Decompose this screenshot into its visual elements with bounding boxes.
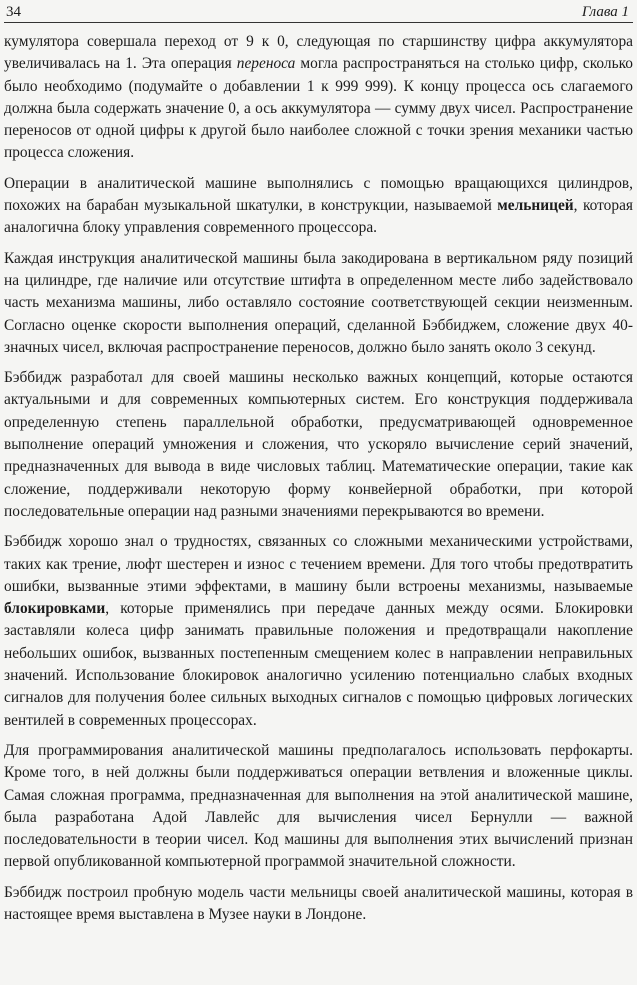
paragraph-concepts: Бэббидж разработал для своей машины несколько важных концепций, которые остаются актуальными и для современных компьютерных систем. Его конструкция поддерживала определенную степень параллельной обработки, предусматривающей одновременное выполнение операций умножения и сложения, что ускоряло вычисление серий значений, предназначенных для вывода в виде числовых таблиц. Математические операции, такие как сложение, поддерживали некоторую форму конвейерной обработки, при которой последовательные операции над разными значениями перекрываются во времени.	[4, 369, 633, 520]
paragraph-trial-model: Бэббидж построил пробную модель части мельницы своей аналитической машины, которая в настоящее время выставлена в Музее науки в Лондоне.	[4, 883, 633, 923]
body-text	[4, 23, 633, 926]
term-mill: мельницей	[497, 197, 574, 215]
paragraph-carry-propagation: кумулятора совершала переход от 9 к 0, следующая по старшинству цифра аккумулятора увеличивалась на 1. Эта операция переноса могла распространяться на столько цифр, сколько было необходимо (подумайте о добавлении 1 к 999 999). К концу процесса ось слагаемого должна была содержать значение 0, а ось аккумулятора — сумму двух чисел. Распространение переносов от одной цифры к другой было наиболее сложной с точки зрения механики частью процесса сложения.	[4, 33, 633, 162]
running-header	[4, 0, 633, 23]
paragraph-instructions: Каждая инструкция аналитической машины была закодирована в вертикальном ряду позиций на цилиндре, где наличие или отсутствие штифта в определенном месте либо задействовало часть механизма машины, либо оставляло состояние соответствующей секции неизменным. Согласно оценке скорости выполнения операций, сделанной Бэббиджем, сложение двух 40-значных чисел, включая распространение переносов, должно было занять около 3 секунд.	[4, 249, 633, 356]
paragraph-programming: Для программирования аналитической машины предполагалось использовать перфокарты. Кроме того, в ней должны были поддерживаться операции ветвления и вложенные циклы. Самая сложная программа, предназначенная для выполнения на этой аналитической машине, была разработана Адой Лавлейс для вычисления чисел Бернулли — важной последовательности в теории чисел. Код машины для выполнения этих вычислений признан первой опубликованной компьютерной программой значительной сложности.	[4, 741, 633, 871]
term-interlocks: блокировками	[4, 600, 106, 618]
paragraph-interlocks: Бэббидж хорошо знал о трудностях, связанных со сложными механическими устройствами, таких как трение, люфт шестерен и износ с течением времени. Для того чтобы предотвратить ошибки, вызванные этими эффектами, в машину были встроены механизмы, называемые блокировками, которые применялись при передаче данных между осями. Блокировки заставляли колеса цифр занимать правильные положения и предотвращали накопление небольших ошибок, вызванных постепенным смещением колес в направлении неправильных значений. Использование блокировок аналогично усилению потенциально слабых входных сигналов для получения более сильных выходных сигналов с помощью цифровых логических вентилей в современных процессорах.	[4, 533, 633, 729]
paragraph-mill: Операции в аналитической машине выполнялись с помощью вращающихся цилиндров, похожих на барабан музыкальной шкатулки, в конструкции, называемой мельницей, которая аналогична блоку управления современного процессора.	[4, 174, 633, 237]
term-carry: переноса	[236, 55, 296, 73]
page-number: 34	[6, 4, 21, 20]
chapter-title: Глава 1	[581, 4, 629, 20]
